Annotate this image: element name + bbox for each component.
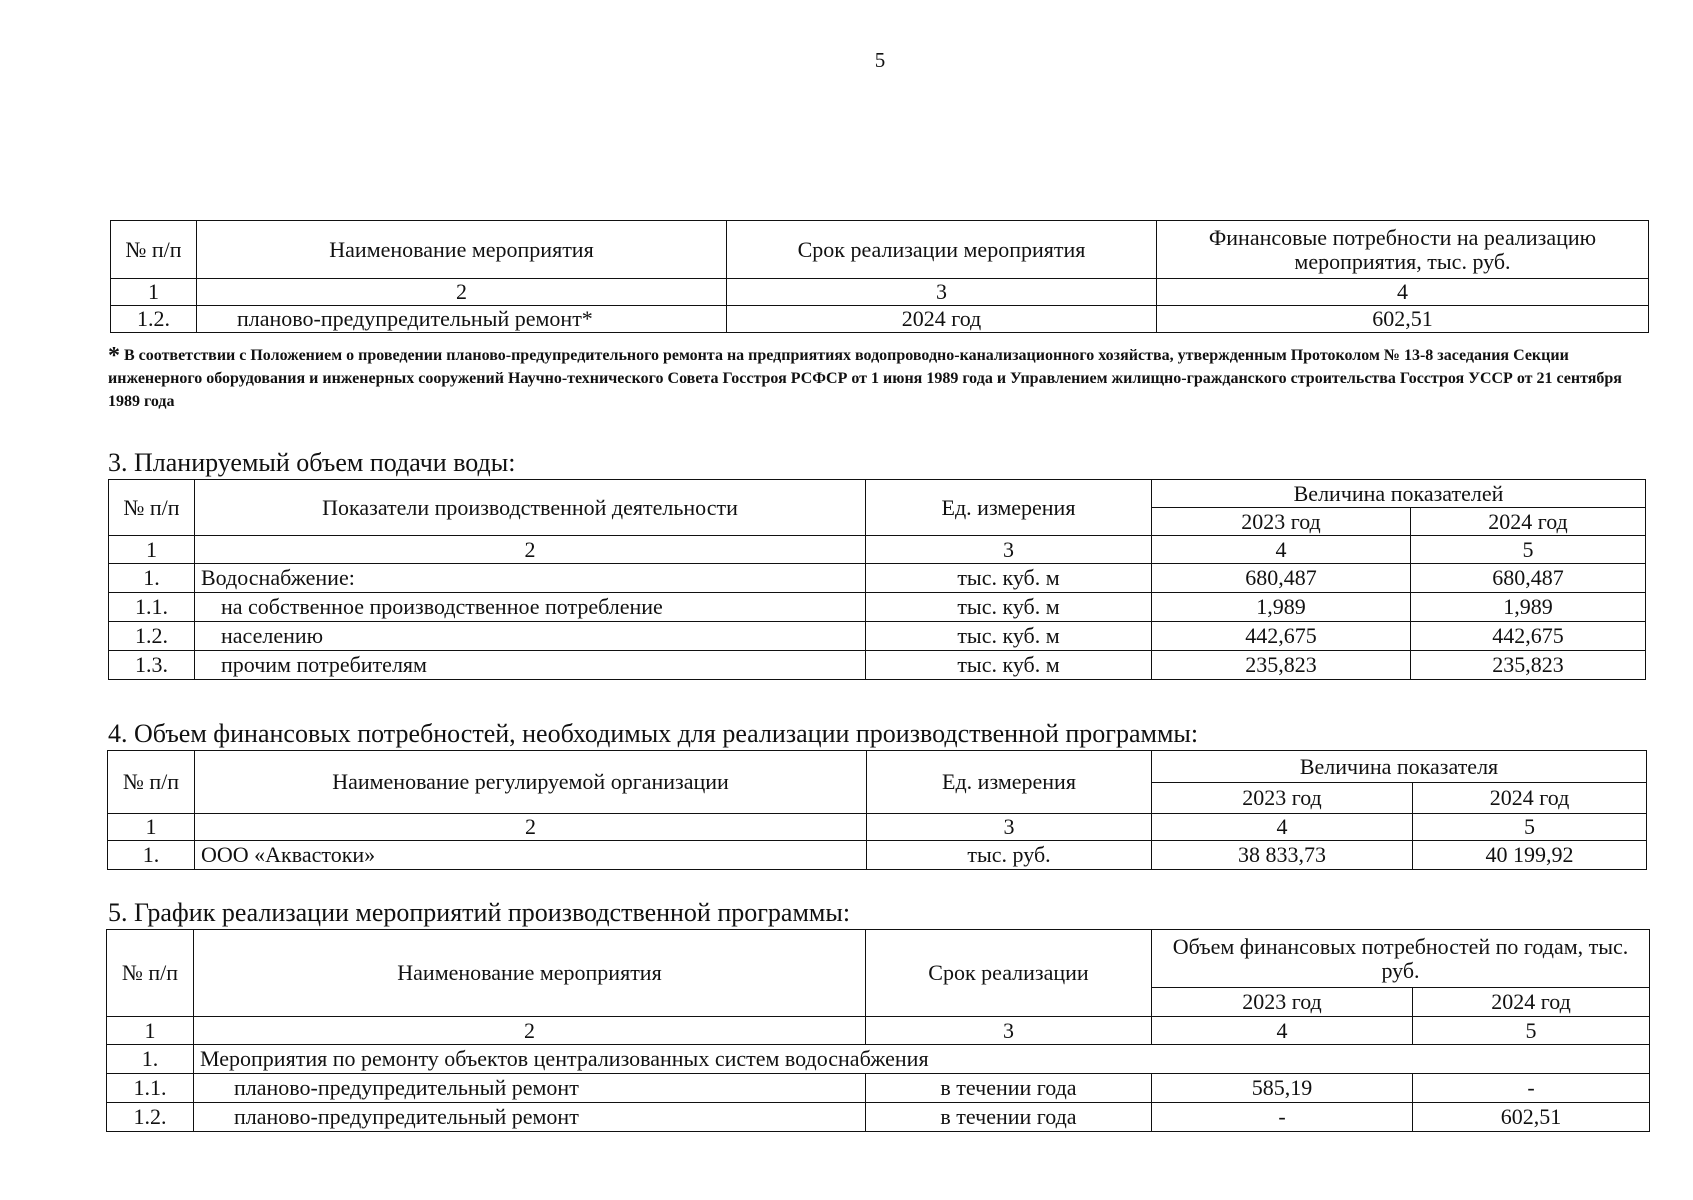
row-value-2023: 442,675 (1152, 622, 1411, 651)
row-unit: тыс. куб. м (866, 564, 1152, 593)
row-num: 1.2. (109, 622, 195, 651)
row-name: Водоснабжение: (195, 564, 866, 593)
financial-needs-table (107, 750, 1647, 870)
col-number: 1 (111, 279, 197, 306)
table-row (107, 1103, 1650, 1132)
table-header-row (107, 930, 1650, 988)
col-number: 2 (195, 814, 867, 841)
header-num: № п/п (109, 480, 195, 536)
row-name: планово-предупредительный ремонт (194, 1103, 866, 1132)
table-row (109, 564, 1646, 593)
header-org: Наименование регулируемой организации (195, 751, 867, 814)
row-unit: тыс. куб. м (866, 622, 1152, 651)
row-value-2024: 235,823 (1411, 651, 1646, 680)
header-year-2023: 2023 год (1152, 783, 1413, 814)
column-number-row (108, 814, 1647, 841)
row-value-2023: 1,989 (1152, 593, 1411, 622)
col-number: 3 (866, 1017, 1152, 1045)
header-year-2024: 2024 год (1411, 508, 1646, 536)
row-unit: тыс. руб. (867, 841, 1152, 870)
column-number-row (107, 1017, 1650, 1045)
col-number: 1 (109, 536, 195, 564)
header-indicator: Показатели производственной деятельности (195, 480, 866, 536)
table-header-row (111, 221, 1649, 279)
header-num: № п/п (107, 930, 194, 1017)
section-5-title: 5. График реализации мероприятий производственной программы: (108, 898, 851, 927)
footnote-star: * (108, 343, 120, 369)
col-number: 4 (1152, 814, 1413, 841)
water-supply-table (108, 479, 1646, 680)
col-number: 3 (727, 279, 1157, 306)
header-value: Объем финансовых потребностей по годам, тыс. руб. (1152, 930, 1650, 988)
header-unit: Ед. измерения (866, 480, 1152, 536)
footnote (108, 342, 1648, 413)
col-number: 1 (107, 1017, 194, 1045)
table-row (109, 593, 1646, 622)
row-value-2023: - (1152, 1103, 1413, 1132)
measures-table (110, 220, 1649, 333)
row-name: на собственное производственное потребление (195, 593, 866, 622)
table-header-row (108, 751, 1647, 783)
row-value-2023: 38 833,73 (1152, 841, 1413, 870)
header-year-2024: 2024 год (1413, 783, 1647, 814)
row-num: 1.1. (109, 593, 195, 622)
row-org-name: ООО «Аквастоки» (195, 841, 867, 870)
col-number: 2 (197, 279, 727, 306)
header-num: № п/п (111, 221, 197, 279)
row-value-2023: 585,19 (1152, 1074, 1413, 1103)
col-number: 5 (1411, 536, 1646, 564)
header-value: Величина показателей (1152, 480, 1646, 508)
row-name: планово-предупредительный ремонт* (197, 306, 727, 333)
col-number: 5 (1413, 1017, 1650, 1045)
row-value-2024: 40 199,92 (1413, 841, 1647, 870)
row-term: в течении года (866, 1103, 1152, 1132)
col-number: 3 (867, 814, 1152, 841)
row-unit: тыс. куб. м (866, 593, 1152, 622)
row-value-2024: - (1413, 1074, 1650, 1103)
row-value-2024: 602,51 (1413, 1103, 1650, 1132)
row-value-2024: 1,989 (1411, 593, 1646, 622)
col-number: 4 (1157, 279, 1649, 306)
header-term: Срок реализации мероприятия (727, 221, 1157, 279)
row-num: 1. (108, 841, 195, 870)
row-num: 1. (109, 564, 195, 593)
section-3-title: 3. Планируемый объем подачи воды: (108, 448, 516, 477)
table-row (108, 841, 1647, 870)
row-num: 1.2. (107, 1103, 194, 1132)
col-number: 2 (194, 1017, 866, 1045)
col-number: 4 (1152, 536, 1411, 564)
table-row (109, 622, 1646, 651)
row-unit: тыс. куб. м (866, 651, 1152, 680)
page-number: 5 (874, 48, 886, 72)
table-header-row (109, 480, 1646, 508)
row-num: 1.2. (111, 306, 197, 333)
header-term: Срок реализации (866, 930, 1152, 1017)
row-num: 1. (107, 1045, 194, 1074)
row-value-2023: 235,823 (1152, 651, 1411, 680)
header-year-2023: 2023 год (1152, 988, 1413, 1017)
header-unit: Ед. измерения (867, 751, 1152, 814)
row-value-2023: 680,487 (1152, 564, 1411, 593)
header-name: Наименование мероприятия (194, 930, 866, 1017)
col-number: 1 (108, 814, 195, 841)
table-row (107, 1074, 1650, 1103)
table-row (111, 306, 1649, 333)
col-number: 4 (1152, 1017, 1413, 1045)
row-term: в течении года (866, 1074, 1152, 1103)
header-num: № п/п (108, 751, 195, 814)
col-number: 3 (866, 536, 1152, 564)
header-year-2023: 2023 год (1152, 508, 1411, 536)
header-year-2024: 2024 год (1413, 988, 1650, 1017)
header-name: Наименование мероприятия (197, 221, 727, 279)
footnote-text: В соответствии с Положением о проведении планово-предупредительного ремонта на предприятиях водопроводно-канализационного хозяйства, утвержденным Протоколом № 13-8 заседания Секции инженерного оборудования и инженерных сооружений Научно-технического Совета Госстроя РСФСР от 1 июня 1989 года и Управлением жилищно-гражданского строительства Госстроя УССР от 21 сентября 1989 года (108, 347, 1622, 410)
row-value-2024: 680,487 (1411, 564, 1646, 593)
column-number-row (109, 536, 1646, 564)
row-name: прочим потребителям (195, 651, 866, 680)
group-name: Мероприятия по ремонту объектов централизованных систем водоснабжения (194, 1045, 1650, 1074)
col-number: 5 (1413, 814, 1647, 841)
column-number-row (111, 279, 1649, 306)
schedule-table (106, 929, 1650, 1132)
row-name: населению (195, 622, 866, 651)
row-name: планово-предупредительный ремонт (194, 1074, 866, 1103)
col-number: 2 (195, 536, 866, 564)
row-value-2024: 442,675 (1411, 622, 1646, 651)
table-row (109, 651, 1646, 680)
table-group-row (107, 1045, 1650, 1074)
row-term: 2024 год (727, 306, 1157, 333)
header-finance: Финансовые потребности на реализацию мероприятия, тыс. руб. (1157, 221, 1649, 279)
section-4-title: 4. Объем финансовых потребностей, необходимых для реализации производственной программы: (108, 719, 1199, 748)
row-value: 602,51 (1157, 306, 1649, 333)
row-num: 1.3. (109, 651, 195, 680)
header-value: Величина показателя (1152, 751, 1647, 783)
row-num: 1.1. (107, 1074, 194, 1103)
